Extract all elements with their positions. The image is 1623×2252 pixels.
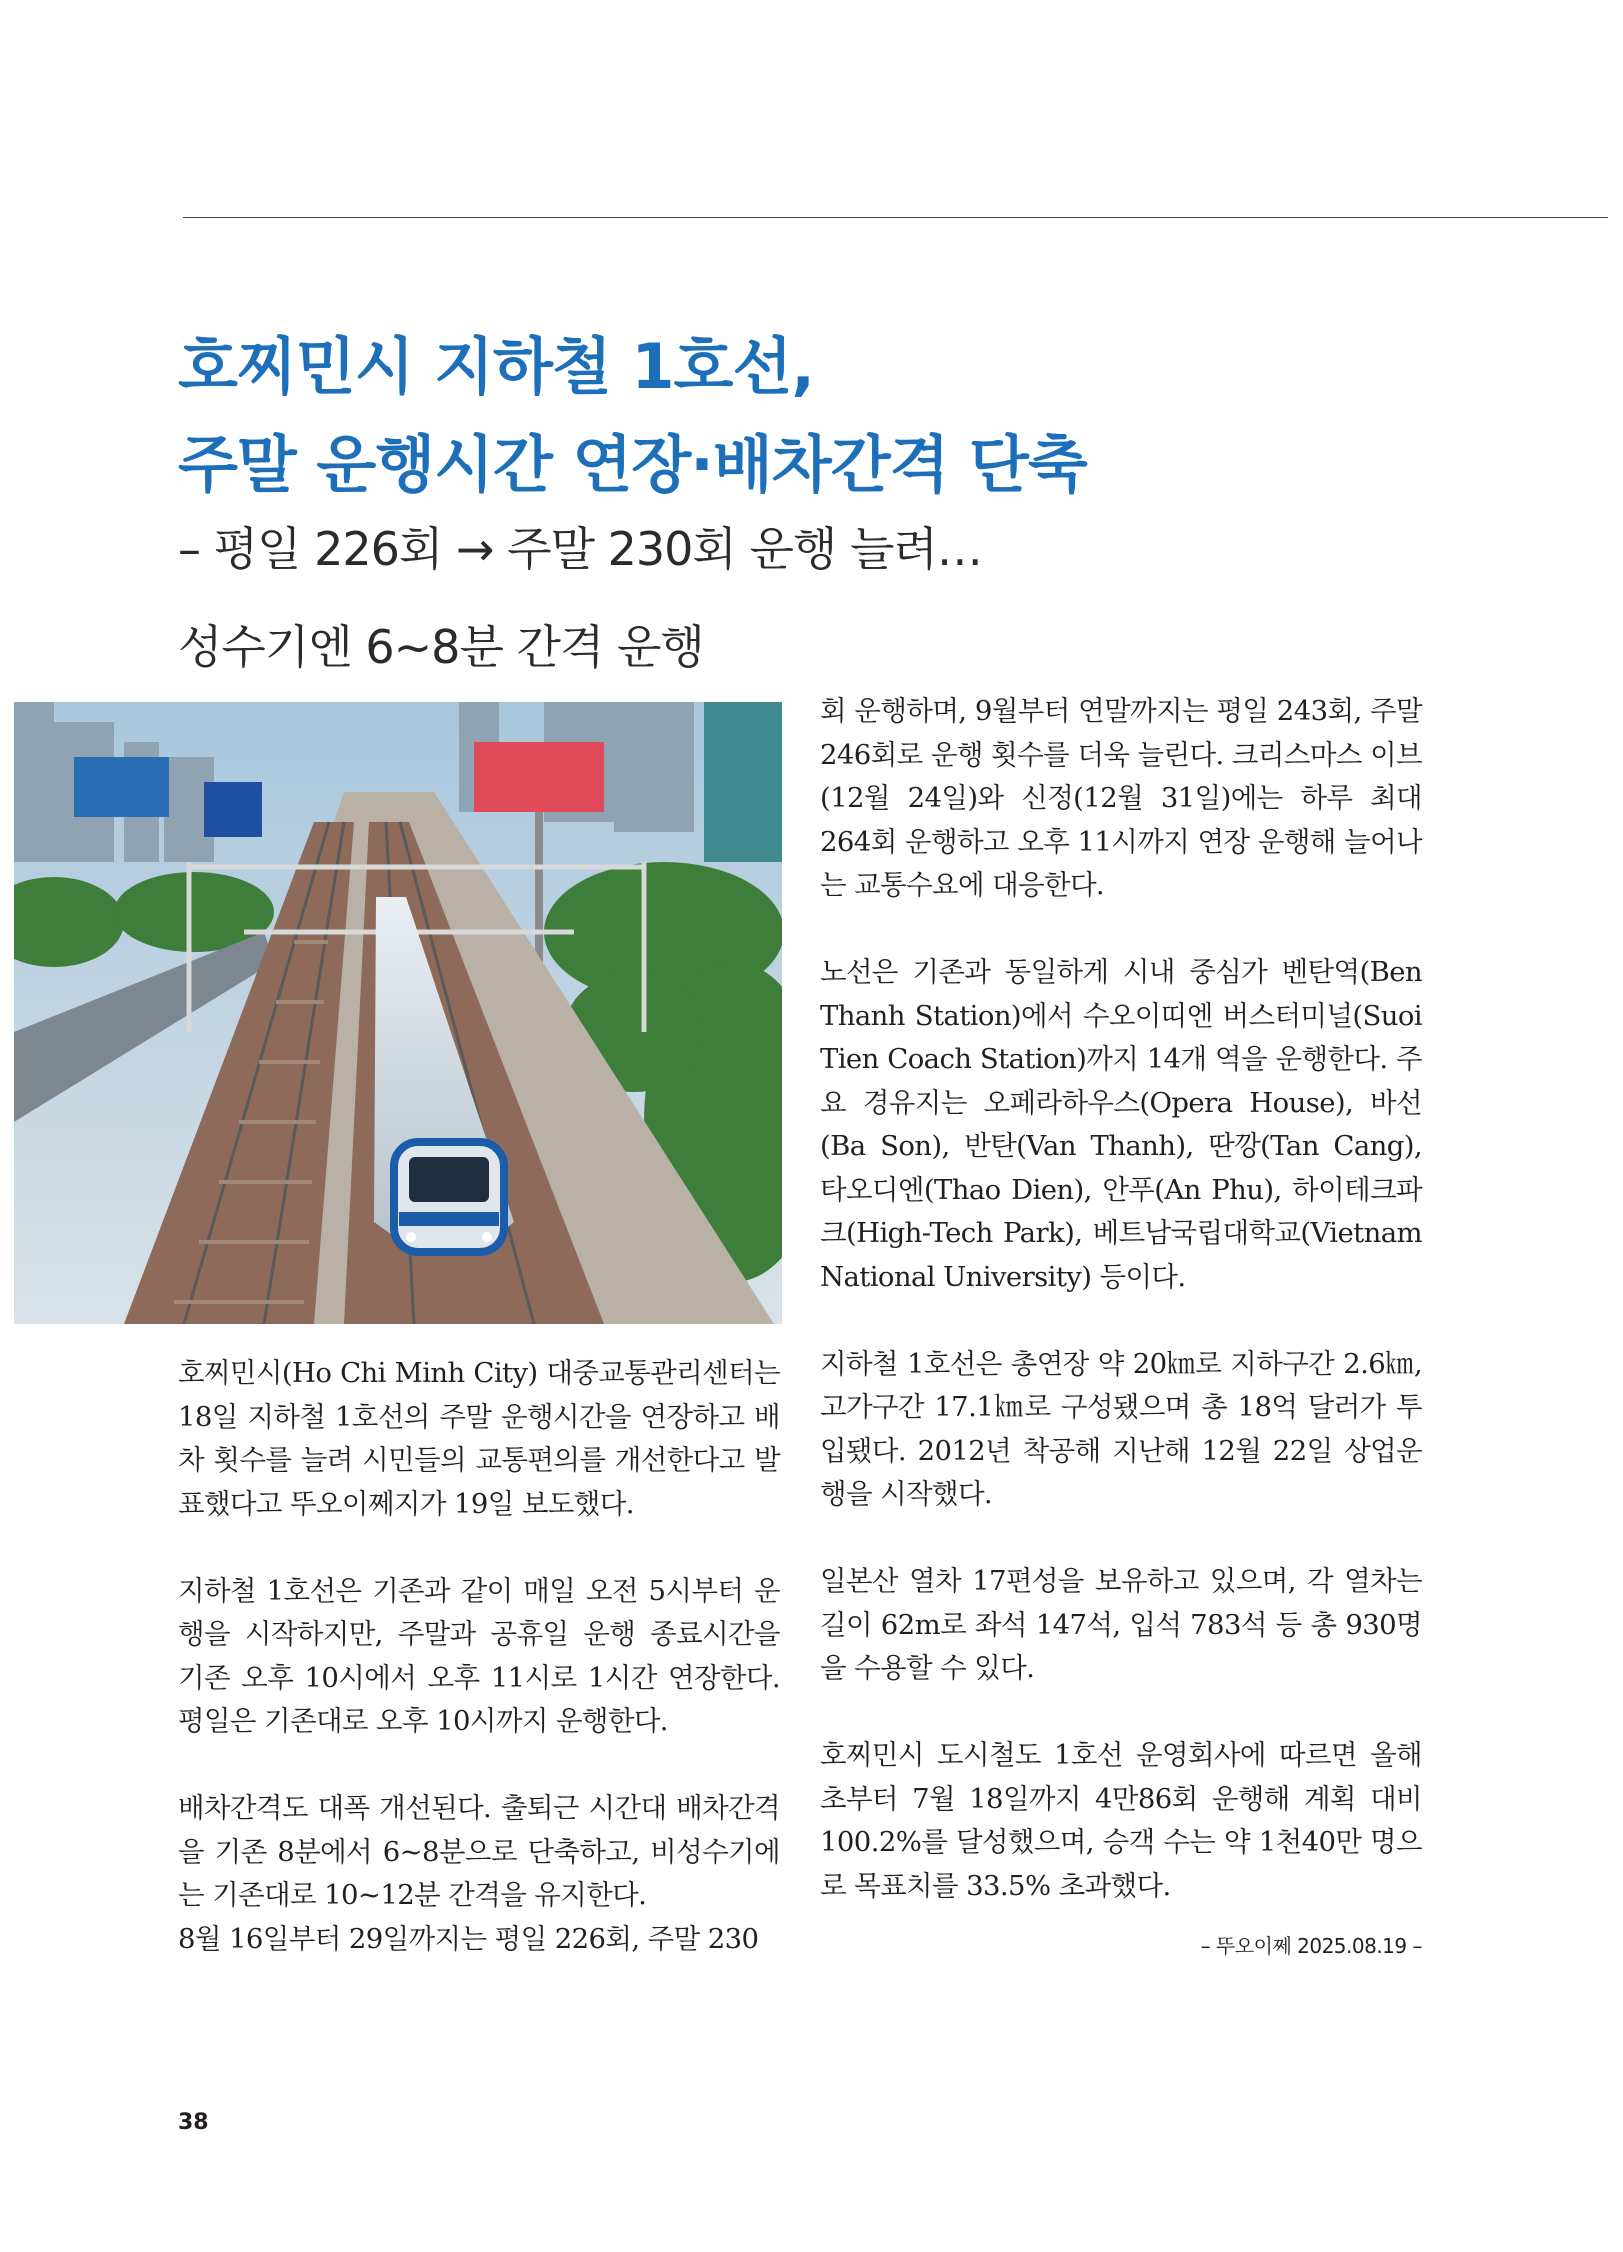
top-rule <box>183 217 1608 218</box>
paragraph: 8월 16일부터 29일까지는 평일 226회, 주말 230 <box>178 1922 759 1955</box>
title-line-1: 호찌민시 지하철 1호선, <box>178 330 814 403</box>
article-column-right <box>820 690 1422 1908</box>
paragraph: 호찌민시(Ho Chi Minh City) 대중교통관리센터는 18일 지하철 1호선의 주말 운행시간을 연장하고 배차 횟수를 늘려 시민들의 교통편의를 개선한다고 발표했다고 뚜오이쩨지가 19일 보도했다. <box>178 1357 780 1520</box>
paragraph: 노선은 기존과 동일하게 시내 중심가 벤탄역(Ben Thanh Station)에서 수오이띠엔 버스터미널(Suoi Tien Coach Station)까지 14개 역을 운행한다. 주요 경유지는 오페라하우스(Opera House), 바선(Ba Son), 반탄(Van Thanh), 딴깡(Tan Cang), 타오디엔(Thao Dien), 안푸(An Phu), 하이테크파크(High-Tech Park), 베트남국립대학교(Vietnam National University) 등이다. <box>820 956 1422 1293</box>
paragraph: 일본산 열차 17편성을 보유하고 있으며, 각 열차는 길이 62m로 좌석 147석, 입석 783석 등 총 930명을 수용할 수 있다. <box>820 1565 1422 1684</box>
article-column-left <box>178 1352 780 1961</box>
title-line-2: 주말 운행시간 연장·배차간격 단축 <box>178 428 1087 501</box>
paragraph: 회 운행하며, 9월부터 연말까지는 평일 243회, 주말 246회로 운행 횟수를 더욱 늘린다. 크리스마스 이브(12월 24일)와 신정(12월 31일)에는 하루 최대 264회 운행하고 오후 11시까지 연장 운행해 늘어나는 교통수요에 대응한다. <box>820 695 1422 901</box>
glass-tower <box>704 702 782 862</box>
billboard-left <box>74 757 169 817</box>
subtitle-line-2: 성수기엔 6~8분 간격 운행 <box>178 620 704 674</box>
article-title <box>178 318 1087 514</box>
paragraph: 지하철 1호선은 기존과 같이 매일 오전 5시부터 운행을 시작하지만, 주말과 공휴일 운행 종료시간을 기존 오후 10시에서 오후 11시로 1시간 연장한다. 평일은 기존대로 오후 10시까지 운행한다. <box>178 1574 780 1737</box>
paragraph: 배차간격도 대폭 개선된다. 출퇴근 시간대 배차간격을 기존 8분에서 6~8분으로 단축하고, 비성수기에는 기존대로 10~12분 간격을 유지한다. <box>178 1792 780 1911</box>
article-source: – 뚜오이쩨 2025.08.19 – <box>1200 1934 1422 1958</box>
billboard-red <box>474 742 604 812</box>
billboard-blue <box>204 782 262 837</box>
metro-train-photo <box>14 702 782 1324</box>
page-number: 38 <box>178 2110 209 2135</box>
paragraph: 지하철 1호선은 총연장 약 20㎞로 지하구간 2.6㎞, 고가구간 17.1㎞로 구성됐으며 총 18억 달러가 투입됐다. 2012년 착공해 지난해 12월 22일 상업운행을 시작했다. <box>820 1347 1422 1510</box>
article-subtitle <box>178 500 982 696</box>
subtitle-line-1: – 평일 226회 → 주말 230회 운행 늘려… <box>178 522 982 576</box>
paragraph: 호찌민시 도시철도 1호선 운영회사에 따르면 올해 초부터 7월 18일까지 4만86회 운행해 계획 대비 100.2%를 달성했으며, 승객 수는 약 1천40만 명으로 목표치를 33.5% 초과했다. <box>820 1739 1422 1902</box>
